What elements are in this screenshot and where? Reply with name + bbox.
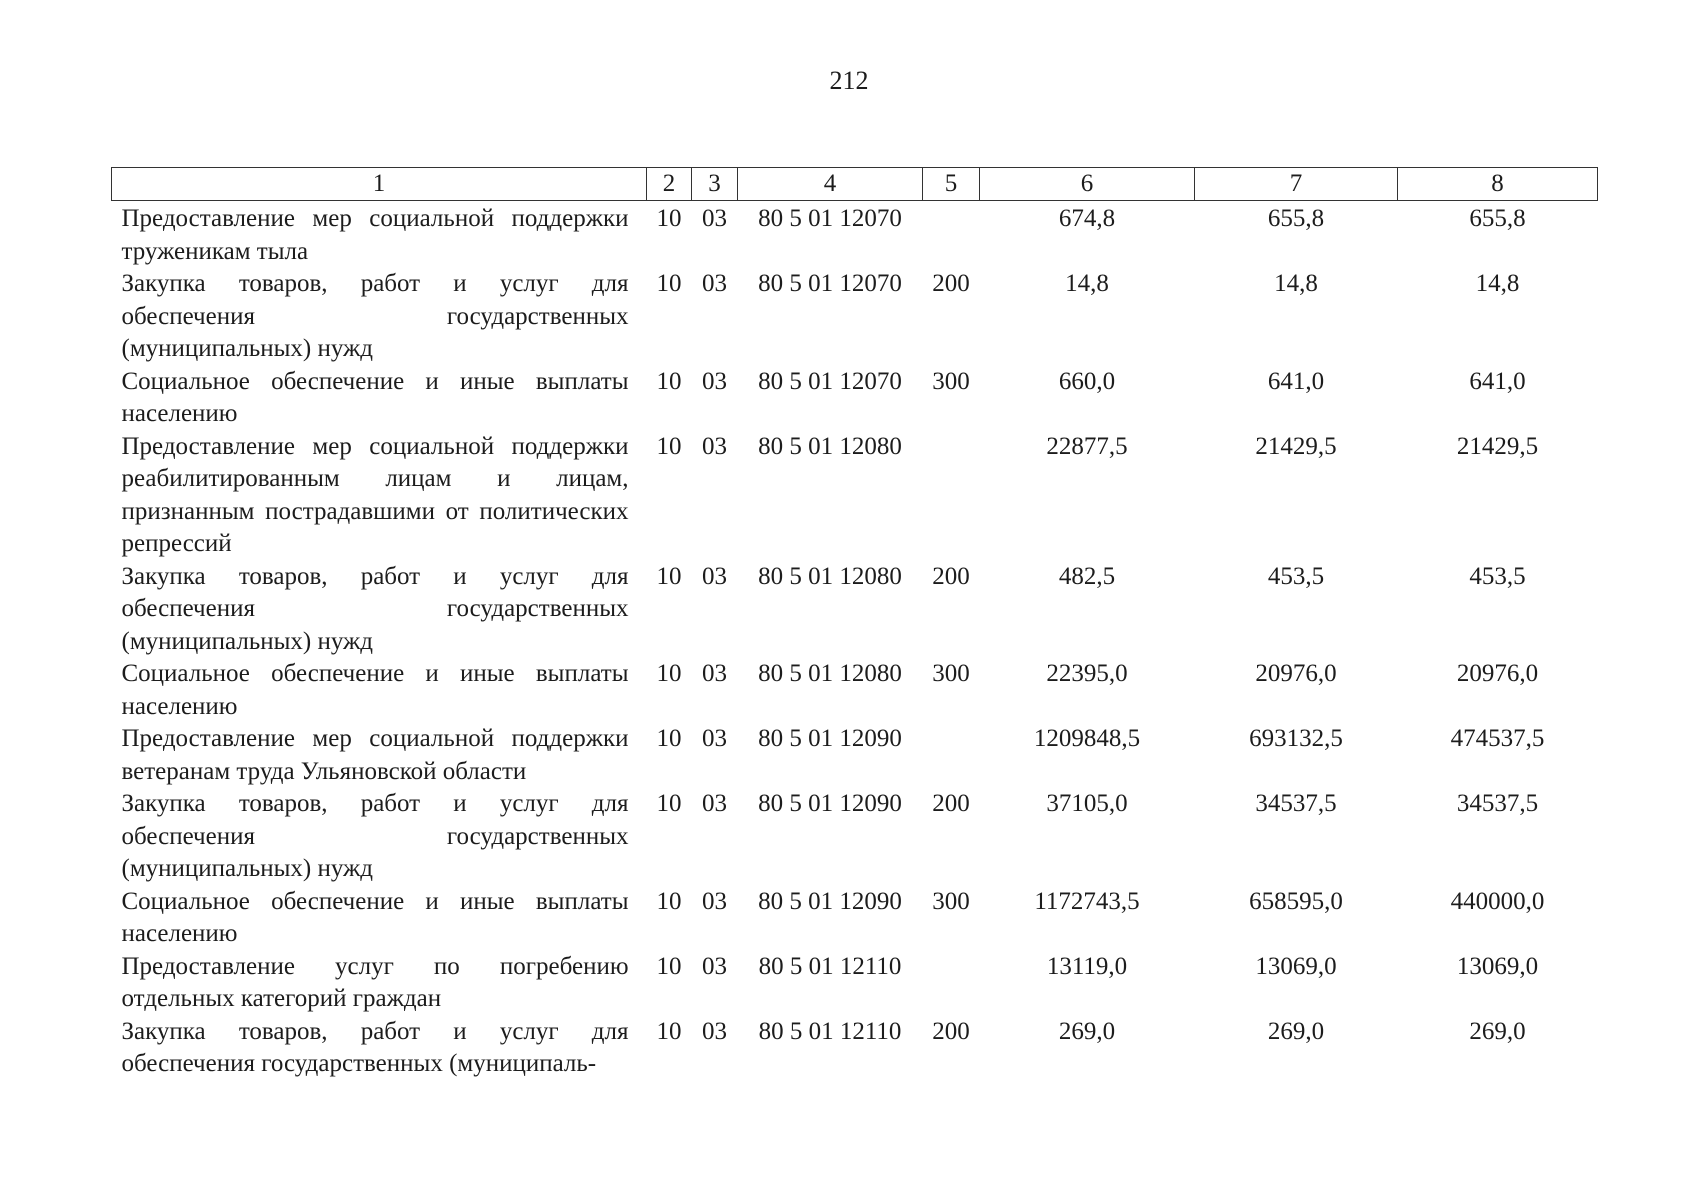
row-name: Социальное обеспечение и иные выплаты населению (121, 887, 629, 947)
row-value-col7: 20976,0 (1255, 660, 1337, 687)
row-target-article: 80 5 01 12080 (758, 562, 902, 590)
row-value-col6: 37105,0 (1046, 790, 1128, 817)
table-row (112, 886, 1598, 951)
header-col-3: 3 (692, 168, 738, 201)
row-value-col7: 21429,5 (1255, 432, 1337, 460)
row-section: 10 (656, 790, 682, 817)
row-section: 10 (656, 1017, 682, 1045)
row-expense-type: 200 (932, 1017, 970, 1045)
row-value-col6: 482,5 (1058, 562, 1116, 590)
row-value-col8: 641,0 (1469, 367, 1526, 395)
row-value-col6: 1209848,5 (1033, 725, 1141, 752)
row-expense-type: 200 (932, 270, 970, 297)
row-subsection: 03 (702, 952, 727, 980)
row-subsection: 03 (702, 887, 727, 915)
row-value-col7: 269,0 (1267, 1017, 1325, 1045)
row-section: 10 (656, 367, 682, 395)
row-name: Предоставление мер социальной поддержки труженикам тыла (121, 205, 629, 265)
row-value-col8: 34537,5 (1456, 790, 1539, 817)
row-value-col8: 21429,5 (1456, 432, 1539, 460)
row-value-col8: 474537,5 (1450, 725, 1545, 752)
header-col-7: 7 (1195, 168, 1398, 201)
row-value-col8: 13069,0 (1456, 952, 1539, 980)
table-row (112, 951, 1598, 1016)
row-value-col7: 655,8 (1267, 205, 1325, 232)
row-target-article: 80 5 01 12070 (758, 367, 902, 395)
row-target-article: 80 5 01 12070 (758, 270, 902, 297)
header-col-2: 2 (647, 168, 692, 201)
header-col-5: 5 (923, 168, 980, 201)
row-expense-type: 200 (932, 790, 970, 817)
row-value-col7: 658595,0 (1249, 887, 1343, 915)
row-subsection: 03 (702, 562, 727, 590)
row-subsection: 03 (702, 790, 727, 817)
row-subsection: 03 (702, 367, 727, 395)
row-section: 10 (656, 205, 682, 232)
row-expense-type: 300 (932, 887, 970, 915)
row-section: 10 (656, 270, 682, 297)
header-col-4: 4 (738, 168, 923, 201)
row-value-col7: 453,5 (1267, 562, 1325, 590)
row-value-col8: 440000,0 (1450, 887, 1545, 915)
row-section: 10 (656, 432, 682, 460)
row-value-col7: 693132,5 (1249, 725, 1343, 752)
row-target-article: 80 5 01 12080 (758, 432, 902, 460)
table-row (112, 788, 1598, 886)
row-value-col7: 13069,0 (1255, 952, 1337, 980)
row-target-article: 80 5 01 12110 (758, 1017, 902, 1045)
row-value-col7: 641,0 (1267, 367, 1325, 395)
table-row (112, 431, 1598, 561)
row-subsection: 03 (702, 432, 727, 460)
row-section: 10 (656, 562, 682, 590)
row-expense-type (923, 723, 980, 788)
row-value-col6: 22395,0 (1046, 660, 1128, 687)
row-section: 10 (656, 725, 682, 752)
row-name: Закупка товаров, работ и услуг для обеспечения государственных (муниципальных) нужд (121, 270, 629, 362)
row-expense-type (923, 431, 980, 561)
row-name: Предоставление мер социальной поддержки реабилитированным лицам и лицам, признанным пострадавшими от политических репрессий (121, 432, 629, 557)
row-name: Закупка товаров, работ и услуг для обеспечения государственных (муниципальных) нужд (121, 562, 629, 655)
row-subsection: 03 (702, 205, 727, 232)
row-subsection: 03 (702, 660, 727, 687)
row-target-article: 80 5 01 12090 (758, 725, 902, 752)
row-subsection: 03 (702, 270, 727, 297)
row-value-col6: 22877,5 (1046, 432, 1128, 460)
table-row (112, 658, 1598, 723)
table-row (112, 723, 1598, 788)
header-col-8: 8 (1398, 168, 1598, 201)
row-value-col6: 269,0 (1058, 1017, 1116, 1045)
row-value-col6: 674,8 (1058, 205, 1116, 232)
row-section: 10 (656, 887, 682, 915)
row-section: 10 (656, 660, 682, 687)
row-value-col8: 14,8 (1475, 270, 1520, 297)
table-row (112, 366, 1598, 431)
row-target-article: 80 5 01 12080 (758, 660, 902, 687)
header-col-1: 1 (112, 168, 647, 201)
row-expense-type: 200 (932, 562, 970, 590)
row-section: 10 (656, 952, 682, 980)
table-body (112, 201, 1598, 1081)
row-name: Социальное обеспечение и иные выплаты населению (121, 660, 629, 720)
row-value-col8: 20976,0 (1456, 660, 1539, 687)
row-target-article: 80 5 01 12090 (758, 790, 902, 817)
row-name: Социальное обеспечение и иные выплаты населению (121, 367, 629, 427)
row-name: Предоставление мер социальной поддержки ветеранам труда Ульяновской области (121, 725, 629, 785)
row-target-article: 80 5 01 12090 (758, 887, 902, 915)
header-row (112, 168, 1598, 201)
row-expense-type (923, 201, 980, 269)
row-expense-type (923, 951, 980, 1016)
table-row (112, 1016, 1598, 1081)
row-value-col8: 453,5 (1469, 562, 1526, 590)
table-row (112, 268, 1598, 366)
table-row (112, 201, 1598, 269)
page-number: 212 (829, 66, 869, 95)
row-value-col8: 269,0 (1469, 1017, 1526, 1045)
row-value-col6: 14,8 (1065, 270, 1109, 297)
row-name: Предоставление услуг по погребению отдельных категорий граждан (121, 952, 629, 1012)
table-row (112, 561, 1598, 659)
row-target-article: 80 5 01 12070 (758, 205, 902, 232)
budget-table (111, 167, 1598, 1081)
header-col-6: 6 (980, 168, 1195, 201)
row-value-col6: 13119,0 (1046, 952, 1128, 980)
row-expense-type: 300 (932, 367, 970, 395)
row-value-col8: 655,8 (1469, 205, 1526, 232)
row-value-col7: 14,8 (1274, 270, 1318, 297)
row-subsection: 03 (702, 1017, 727, 1045)
row-value-col6: 1172743,5 (1034, 887, 1140, 915)
row-subsection: 03 (702, 725, 727, 752)
row-target-article: 80 5 01 12110 (758, 952, 902, 980)
row-expense-type: 300 (932, 660, 970, 687)
row-name: Закупка товаров, работ и услуг для обеспечения государственных (муниципальных) нужд (121, 790, 629, 882)
row-value-col6: 660,0 (1058, 367, 1116, 395)
row-value-col7: 34537,5 (1255, 790, 1337, 817)
row-name: Закупка товаров, работ и услуг для обеспечения государственных (муниципаль- (121, 1017, 629, 1077)
